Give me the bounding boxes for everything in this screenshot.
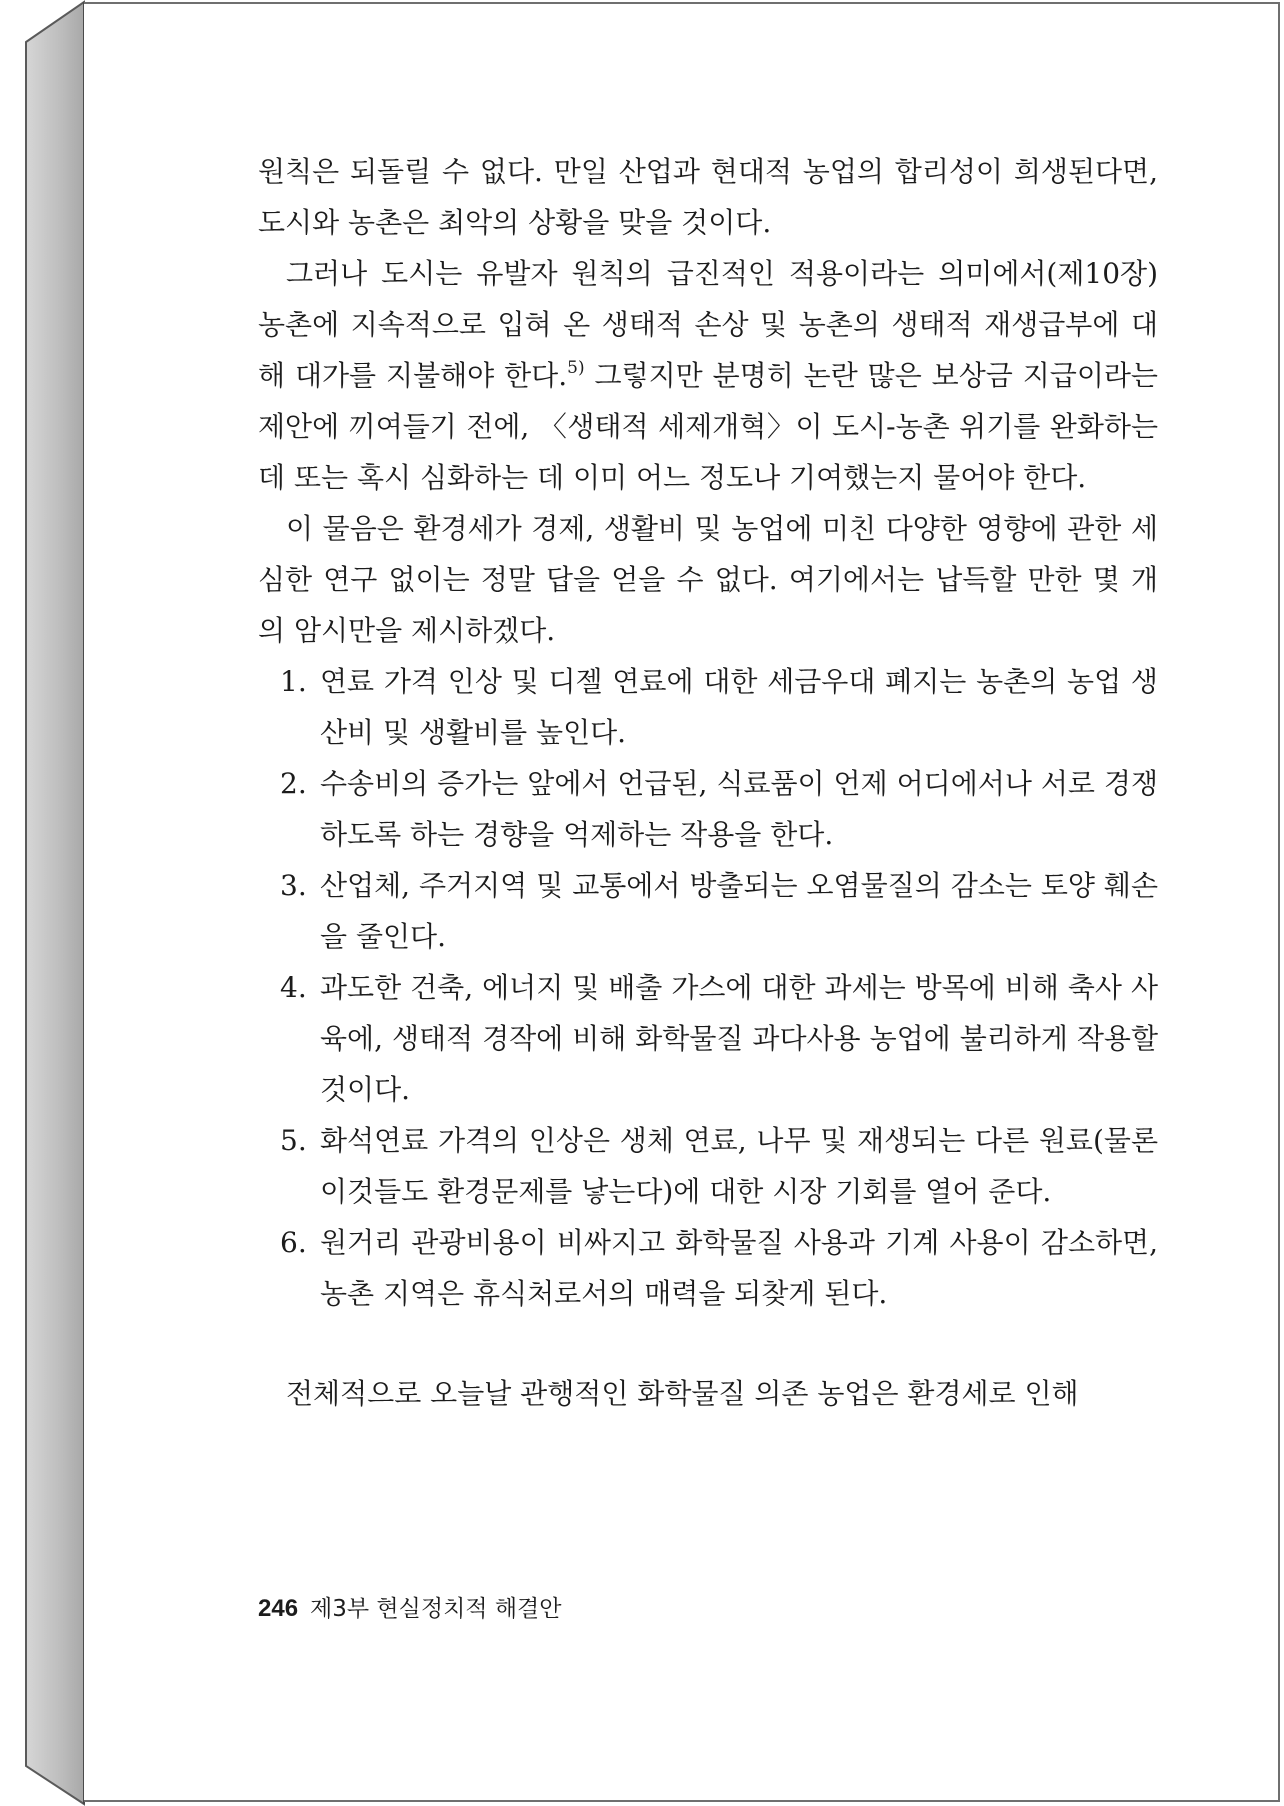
page-footer <box>258 1590 561 1623</box>
book-spine <box>0 0 90 1806</box>
list-item-number: 1. <box>280 665 307 698</box>
paragraph-3: 이 물음은 환경세가 경제, 생활비 및 농업에 미친 다양한 영향에 관한 세심한 연구 없이는 정말 답을 얻을 수 없다. 여기에서는 납득할 만한 몇 개의 암시만을 제시하겠다. <box>258 512 1158 647</box>
numbered-list <box>258 656 1158 1319</box>
list-item-text: 원거리 관광비용이 비싸지고 화학물질 사용과 기계 사용이 감소하면, 농촌 지역은 휴식처로서의 매력을 되찾게 된다. <box>320 1226 1158 1310</box>
paragraph-2-text: 그러나 도시는 유발자 원칙의 급진적인 적용이라는 의미에서(제10장) 농촌에 지속적으로 입혀 온 생태적 손상 및 농촌의 생태적 재생급부에 대해 대가를 지불해야 한다. <box>258 257 1158 392</box>
list-item-text: 산업체, 주거지역 및 교통에서 방출되는 오염물질의 감소는 토양 훼손을 줄인다. <box>320 869 1158 953</box>
running-footer-title: 제3부 현실정치적 해결안 <box>310 1596 562 1622</box>
list-item <box>258 656 1158 758</box>
paragraph-2-text-cont: 그렇지만 분명히 논란 많은 보상금 지급이라는 제안에 끼여들기 전에, 〈생태적 세제개혁〉이 도시-농촌 위기를 완화하는 데 또는 혹시 심화하는 데 이미 어느 정도나 기여했는지 물어야 한다. <box>258 359 1158 494</box>
list-item-text: 연료 가격 인상 및 디젤 연료에 대한 세금우대 폐지는 농촌의 농업 생산비 및 생활비를 높인다. <box>320 665 1158 749</box>
list-item-text: 과도한 건축, 에너지 및 배출 가스에 대한 과세는 방목에 비해 축사 사육에, 생태적 경작에 비해 화학물질 과다사용 농업에 불리하게 작용할 것이다. <box>320 971 1158 1106</box>
list-item <box>258 758 1158 860</box>
paragraph-1: 원칙은 되돌릴 수 없다. 만일 산업과 현대적 농업의 합리성이 희생된다면, 도시와 농촌은 최악의 상황을 맞을 것이다. <box>258 155 1158 239</box>
list-item <box>258 1217 1158 1319</box>
list-item-number: 2. <box>280 767 307 800</box>
list-item-text: 수송비의 증가는 앞에서 언급된, 식료품이 언제 어디에서나 서로 경쟁하도록 하는 경향을 억제하는 작용을 한다. <box>320 767 1158 851</box>
list-item-number: 4. <box>280 971 307 1004</box>
paragraph-gap <box>258 1319 1158 1368</box>
paragraph-2 <box>258 248 1158 503</box>
footnote-marker: 5) <box>567 358 585 378</box>
list-item <box>258 962 1158 1115</box>
list-item-number: 3. <box>280 869 307 902</box>
list-item-number: 6. <box>280 1226 307 1259</box>
list-item-text: 화석연료 가격의 인상은 생체 연료, 나무 및 재생되는 다른 원료(물론 이것들도 환경문제를 낳는다)에 대한 시장 기회를 열어 준다. <box>320 1124 1158 1208</box>
list-item-number: 5. <box>280 1124 307 1157</box>
paragraph-4: 전체적으로 오늘날 관행적인 화학물질 의존 농업은 환경세로 인해 <box>286 1377 1079 1410</box>
list-item <box>258 1115 1158 1217</box>
list-item <box>258 860 1158 962</box>
page-number: 246 <box>258 1595 299 1622</box>
body-text <box>258 146 1158 1419</box>
